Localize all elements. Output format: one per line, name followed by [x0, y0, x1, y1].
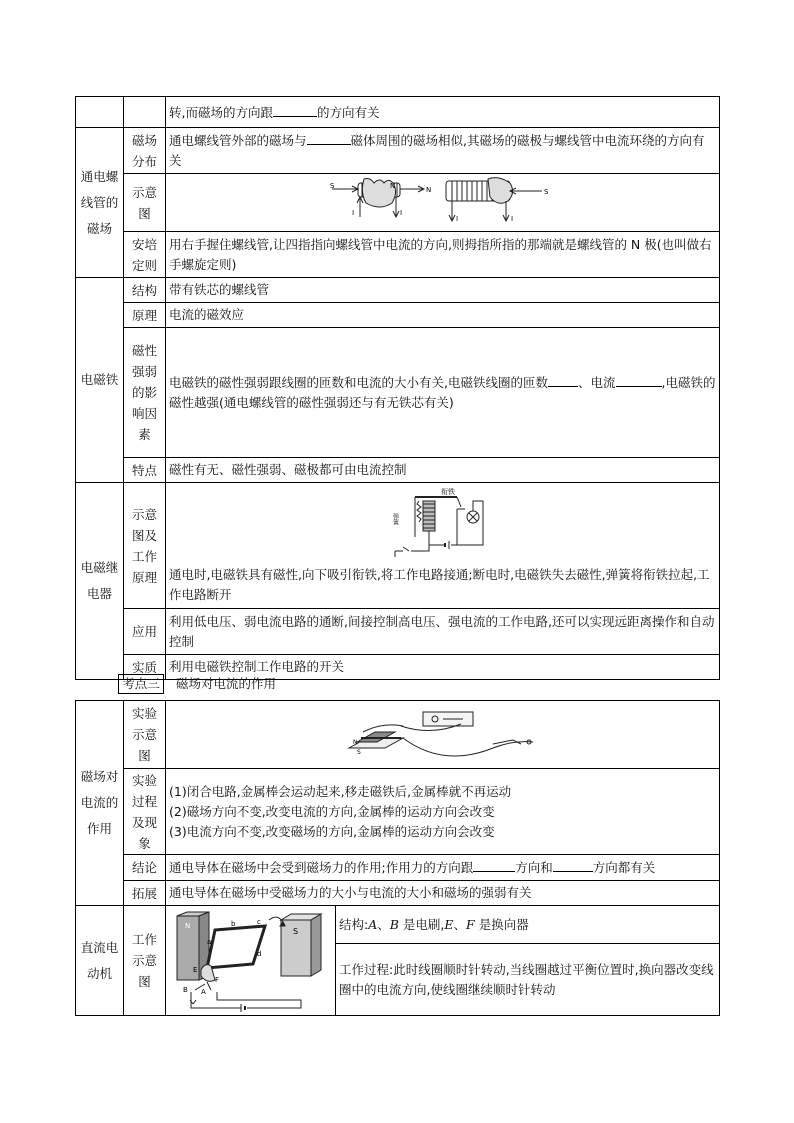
row-text: 通电导体在磁场中受磁场力的大小与电流的大小和磁场的强弱有关 — [166, 881, 720, 906]
table-row — [76, 701, 720, 769]
section-electromagnet: 电磁铁 — [76, 278, 124, 483]
hand-grip-solenoid-figure — [329, 178, 424, 217]
motor-figure-cell — [166, 906, 336, 1016]
table-row — [76, 174, 720, 232]
label-i: I — [351, 208, 354, 217]
table-row — [76, 483, 720, 609]
table-row — [76, 128, 720, 174]
solenoid-with-hand-figure — [446, 177, 542, 220]
row-label: 示意图及工作原理 — [124, 483, 166, 609]
label-i: I — [510, 214, 513, 223]
fill-blank[interactable] — [616, 372, 662, 387]
row-text: 磁性有无、磁性强弱、磁极都可由电流控制 — [166, 458, 720, 483]
label-s: S — [543, 187, 548, 196]
row-text: 利用电磁铁控制工作电路的开关 — [166, 655, 720, 680]
label-s: S — [356, 748, 361, 756]
label-i: I — [455, 214, 458, 223]
row-label: 原理 — [124, 303, 166, 328]
row-label: 磁场分布 — [124, 128, 166, 174]
process-text: 工作过程:此时线圈顺时针转动,当线圈越过平衡位置时,换向器改变线圈中的电流方向,使线圈继续顺时针转动 — [336, 944, 720, 1016]
row-text: 转,而磁场的方向跟 的方向有关 — [166, 97, 720, 128]
row-label: 安培定则 — [124, 232, 166, 278]
row-text: 带有铁芯的螺线管 — [166, 278, 720, 303]
observation-line: (3)电流方向不变,改变磁场的方向,金属棒的运动方向会改变 — [169, 823, 495, 839]
label-s: S — [329, 181, 334, 190]
relay-diagram — [393, 487, 493, 563]
table-row — [76, 232, 720, 278]
table-row — [76, 609, 720, 655]
label-n: N — [425, 185, 431, 194]
row-text: 利用低电压、弱电流电路的通断,间接控制高电压、强电流的工作电路,还可以实现远距离操作和自动控制 — [166, 609, 720, 655]
label-f: F — [214, 975, 219, 984]
label-a: a — [206, 937, 211, 946]
table-row — [76, 881, 720, 906]
row-label: 特点 — [124, 458, 166, 483]
dc-motor-diagram — [171, 910, 331, 1012]
section-force: 磁场对电流的作用 — [76, 701, 124, 906]
row-label: 磁性强弱的影响因素 — [124, 328, 166, 458]
section-title: 磁场对电流的作用 — [176, 676, 277, 691]
row-label: 实验示意图 — [124, 701, 166, 769]
solenoid-figure-cell — [166, 174, 720, 232]
label-c: c — [256, 917, 261, 926]
row-text — [166, 769, 720, 855]
table-magnetic-force — [75, 700, 720, 1016]
row-text: 通电螺线管外部的磁场与 磁体周围的磁场相似,其磁场的磁极与螺线管中电流环绕的方向有关 — [166, 128, 720, 174]
table-row — [76, 303, 720, 328]
spring-label: 弹簧 — [391, 513, 398, 525]
fill-blank[interactable] — [548, 372, 578, 387]
section-solenoid: 通电螺线管的磁场 — [76, 128, 124, 278]
table-row — [76, 855, 720, 881]
row-text: 电磁铁的磁性强弱跟线圈的匝数和电流的大小有关,电磁铁线圈的匝数 、电流 ,电磁铁的磁性越强(通电螺线管的磁性强弱还与有无铁芯有关) — [166, 328, 720, 458]
table-row — [76, 769, 720, 855]
label-n: N — [352, 738, 357, 746]
fill-blank[interactable] — [553, 857, 593, 872]
pole-n: N — [184, 921, 190, 930]
table-row — [76, 97, 720, 128]
pole-s: S — [292, 926, 298, 936]
row-label: 结构 — [124, 278, 166, 303]
row-label: 工作示意图 — [124, 906, 166, 1016]
row-text: 电流的磁效应 — [166, 303, 720, 328]
kaodian-tag: 考点三 — [118, 674, 164, 694]
label-i: I — [399, 208, 402, 217]
experiment-figure-cell — [166, 701, 720, 769]
row-label: 拓展 — [124, 881, 166, 906]
row-label: 实验过程及现象 — [124, 769, 166, 855]
table-row — [76, 655, 720, 680]
observation-line: (1)闭合电路,金属棒会运动起来,移走磁铁后,金属棒就不再运动 — [169, 783, 512, 799]
brush-a: A — [200, 987, 206, 996]
row-label: 示意图 — [124, 174, 166, 232]
fill-blank[interactable] — [307, 130, 351, 145]
relay-cell — [166, 483, 720, 609]
fill-blank[interactable] — [473, 857, 515, 872]
row-text: 通电时,电磁铁具有磁性,向下吸引衔铁,将工作电路接通;断电时,电磁铁失去磁性,弹簧将衔铁拉起,工作电路断开 — [169, 567, 710, 602]
section-relay: 电磁继电器 — [76, 483, 124, 680]
observation-line: (2)磁场方向不变,改变电流的方向,金属棒的运动方向会改变 — [169, 803, 495, 819]
row-text: 通电导体在磁场中会受到磁场力的作用;作用力的方向跟 方向和 方向都有关 — [166, 855, 720, 881]
armature-label: 衔铁 — [440, 488, 455, 496]
table-solenoid-electromagnet-relay — [75, 96, 720, 680]
row-label: 实质 — [124, 655, 166, 680]
section-motor: 直流电动机 — [76, 906, 124, 1016]
table-row — [76, 458, 720, 483]
solenoid-diagrams — [328, 177, 558, 229]
label-d: d — [256, 949, 261, 958]
label-n: N — [389, 181, 395, 190]
label-b: b — [230, 919, 235, 928]
fill-blank[interactable] — [273, 102, 317, 117]
force-experiment-diagram — [343, 708, 543, 762]
row-label: 应用 — [124, 609, 166, 655]
table-row — [76, 278, 720, 303]
brush-b: B — [182, 985, 188, 994]
structure-text: 结构:A、B 是电刷,E、F 是换向器 — [336, 906, 720, 944]
row-text: 用右手握住螺线管,让四指指向螺线管中电流的方向,则拇指所指的那端就是螺线管的 N 极(也叫做右手螺旋定则) — [166, 232, 720, 278]
label-e: E — [192, 965, 197, 974]
row-label: 结论 — [124, 855, 166, 881]
table-row — [76, 328, 720, 458]
table-row — [76, 906, 720, 944]
